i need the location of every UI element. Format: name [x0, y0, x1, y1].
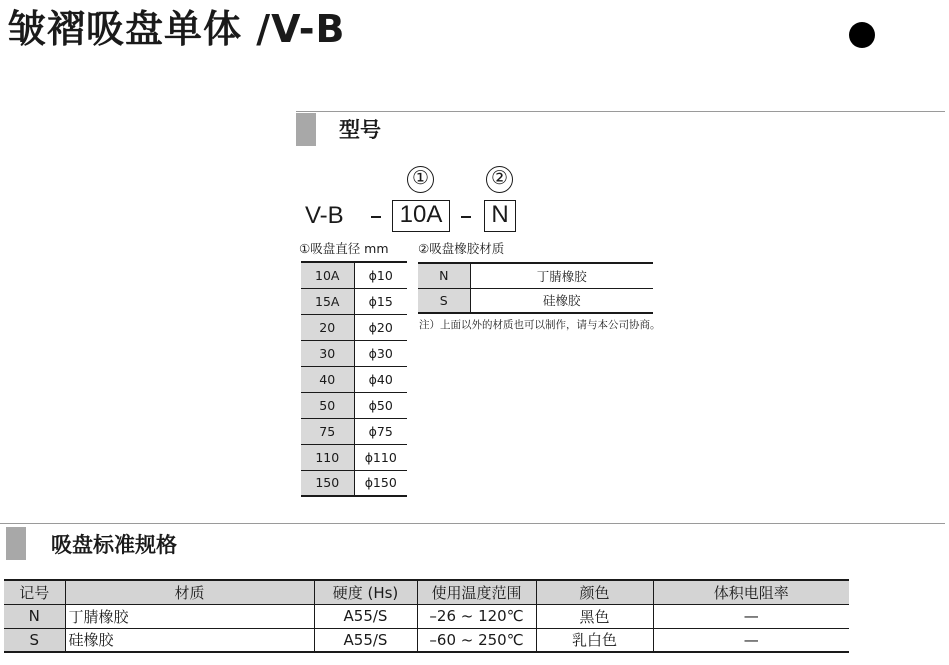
diameter-row: [301, 340, 407, 366]
diameter-row: [301, 444, 407, 470]
caption-material: ②吸盘橡胶材质: [418, 241, 505, 256]
diameter-row: [301, 366, 407, 392]
diameter-row: [301, 262, 407, 288]
spec-row: [4, 604, 849, 628]
spec-cell-temperature: –60 ~ 250℃: [417, 628, 536, 652]
diameter-code: 150: [301, 470, 354, 496]
spec-cell-color: 黑色: [536, 604, 653, 628]
code-part-material: N: [484, 200, 516, 232]
spec-cell-resistivity: —: [653, 604, 849, 628]
diameter-value: ϕ150: [354, 470, 407, 496]
spec-column-header: 材质: [65, 580, 314, 604]
material-row: [418, 263, 653, 288]
diameter-code: 110: [301, 444, 354, 470]
spec-section-heading: 吸盘标准规格: [51, 533, 177, 557]
code-part-diameter: 10A: [392, 200, 450, 232]
diameter-value: ϕ15: [354, 288, 407, 314]
black-dot-icon: [849, 22, 875, 48]
spec-section-rule: [0, 523, 945, 524]
marker-2: ②: [486, 166, 513, 193]
model-section-heading: 型号: [339, 118, 381, 142]
material-table: [418, 262, 653, 314]
code-dash-2: [461, 216, 471, 218]
spec-row: [4, 628, 849, 652]
spec-column-header: 硬度 (Hs): [314, 580, 417, 604]
material-row: [418, 288, 653, 313]
spec-section-bar: [6, 527, 26, 560]
diameter-value: ϕ50: [354, 392, 407, 418]
diameter-code: 50: [301, 392, 354, 418]
marker-1: ①: [407, 166, 434, 193]
material-name: 硅橡胶: [470, 288, 653, 313]
page-title: 皱褶吸盘单体 /V-B: [8, 7, 346, 51]
diameter-code: 15A: [301, 288, 354, 314]
diameter-value: ϕ110: [354, 444, 407, 470]
spec-cell-material: 丁腈橡胶: [65, 604, 314, 628]
caption-diameter: ①吸盘直径 mm: [299, 241, 389, 256]
diameter-code: 10A: [301, 262, 354, 288]
diameter-row: [301, 288, 407, 314]
material-code: N: [418, 263, 470, 288]
diameter-code: 40: [301, 366, 354, 392]
material-note: 注）上面以外的材质也可以制作，请与本公司协商。: [419, 319, 661, 331]
spec-cell-hardness: A55/S: [314, 604, 417, 628]
model-section-bar: [296, 113, 316, 146]
spec-column-header: 记号: [4, 580, 65, 604]
material-name: 丁腈橡胶: [470, 263, 653, 288]
spec-cell-resistivity: —: [653, 628, 849, 652]
spec-column-header: 使用温度范围: [417, 580, 536, 604]
model-section-rule: [296, 111, 945, 112]
diameter-code: 20: [301, 314, 354, 340]
spec-column-header: 体积电阻率: [653, 580, 849, 604]
diameter-value: ϕ40: [354, 366, 407, 392]
spec-cell-temperature: –26 ~ 120℃: [417, 604, 536, 628]
diameter-value: ϕ30: [354, 340, 407, 366]
diameter-value: ϕ10: [354, 262, 407, 288]
spec-column-header: 颜色: [536, 580, 653, 604]
spec-table: [4, 579, 849, 653]
diameter-code: 75: [301, 418, 354, 444]
diameter-row: [301, 470, 407, 496]
code-dash-1: [371, 216, 381, 218]
diameter-value: ϕ20: [354, 314, 407, 340]
spec-cell-code: N: [4, 604, 65, 628]
spec-cell-hardness: A55/S: [314, 628, 417, 652]
diameter-row: [301, 418, 407, 444]
diameter-code: 30: [301, 340, 354, 366]
code-prefix: V-B: [305, 202, 344, 229]
spec-cell-material: 硅橡胶: [65, 628, 314, 652]
spec-cell-code: S: [4, 628, 65, 652]
spec-header-row: [4, 580, 849, 604]
diameter-row: [301, 392, 407, 418]
diameter-row: [301, 314, 407, 340]
diameter-table: [301, 261, 407, 497]
spec-cell-color: 乳白色: [536, 628, 653, 652]
material-code: S: [418, 288, 470, 313]
diameter-value: ϕ75: [354, 418, 407, 444]
